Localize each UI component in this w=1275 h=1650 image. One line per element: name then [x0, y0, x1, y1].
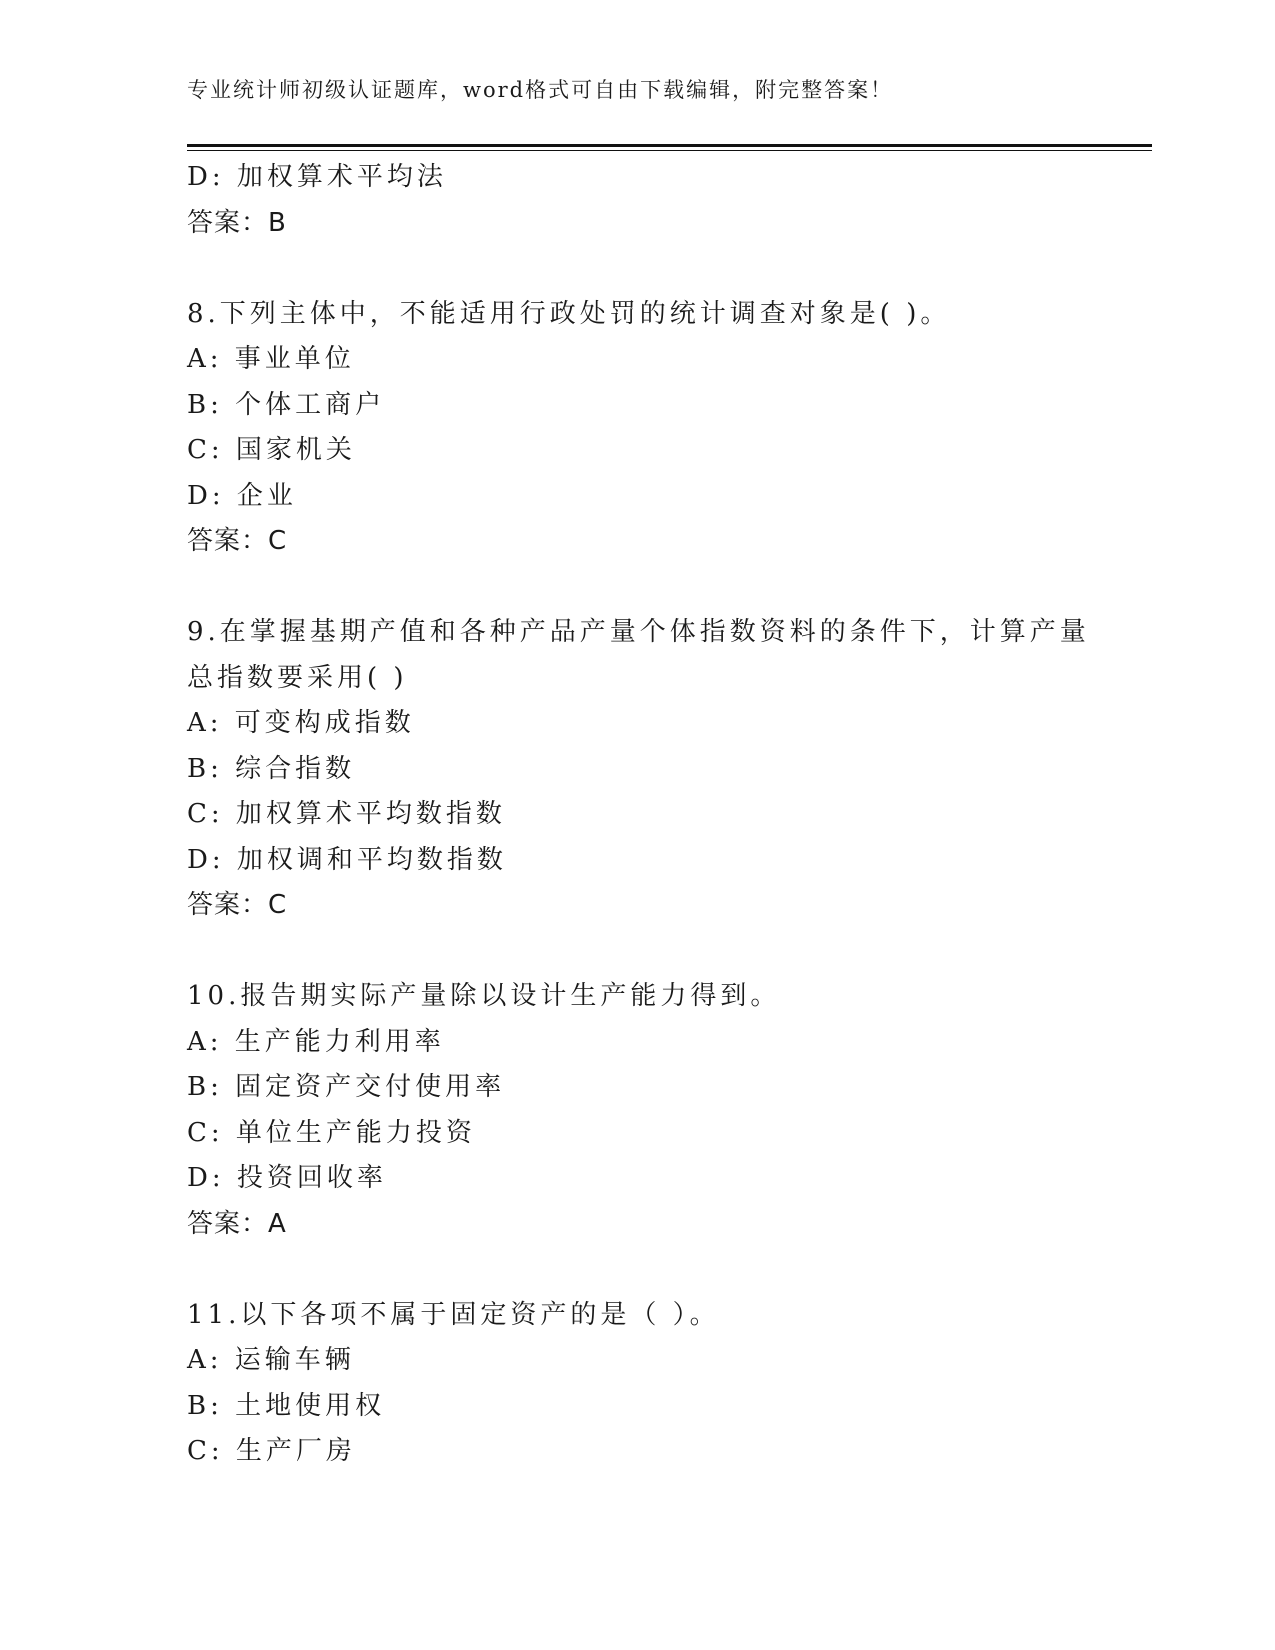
- spacer: [187, 929, 1147, 975]
- header-rule-thick: [187, 144, 1152, 147]
- question-content: [187, 155, 1147, 1475]
- option-c: C: 加权算术平均数指数: [187, 799, 506, 829]
- option-d: D: 投资回收率: [187, 1163, 387, 1193]
- question-stem: 8.下列主体中，不能适用行政处罚的统计调查对象是( )。: [187, 298, 951, 329]
- question-stem-line-1: 9.在掌握基期产值和各种产品产量个体指数资料的条件下，计算产量: [187, 617, 1090, 647]
- option-b: B: 土地使用权: [187, 1390, 386, 1421]
- answer-line: 答案：B: [187, 207, 287, 238]
- question-7-continuation: [187, 155, 1147, 246]
- option-a: A: 生产能力利用率: [187, 1026, 445, 1057]
- option-b: B: 综合指数: [187, 753, 356, 784]
- option-d: D: 企业: [187, 480, 297, 511]
- spacer: [187, 246, 1147, 292]
- question-stem: 10.报告期实际产量除以设计生产能力得到。: [187, 981, 781, 1011]
- spacer: [187, 565, 1147, 611]
- question-9: [187, 610, 1147, 929]
- option-d: D: 加权算术平均法: [187, 162, 447, 192]
- spacer: [187, 1247, 1147, 1293]
- option-b: B: 固定资产交付使用率: [187, 1072, 506, 1102]
- answer-line: 答案：C: [187, 526, 288, 556]
- option-b: B: 个体工商户: [187, 389, 386, 420]
- header-rule-thin: [187, 150, 1152, 151]
- question-stem: 11.以下各项不属于固定资产的是（ ）。: [187, 1299, 720, 1330]
- answer-line: 答案：C: [187, 890, 288, 920]
- option-d: D: 加权调和平均数指数: [187, 844, 507, 875]
- page-header: 专业统计师初级认证题库，word格式可自由下载编辑，附完整答案！: [187, 78, 894, 102]
- answer-line: 答案：A: [187, 1208, 287, 1239]
- option-a: A: 可变构成指数: [187, 708, 415, 738]
- question-11: [187, 1293, 1147, 1475]
- option-c: C: 单位生产能力投资: [187, 1117, 476, 1148]
- option-c: C: 生产厂房: [187, 1436, 356, 1466]
- question-stem-line-2: 总指数要采用( ): [187, 662, 408, 693]
- question-8: [187, 292, 1147, 565]
- question-10: [187, 974, 1147, 1247]
- option-a: A: 事业单位: [187, 344, 355, 374]
- option-a: A: 运输车辆: [187, 1345, 355, 1375]
- option-c: C: 国家机关: [187, 435, 356, 465]
